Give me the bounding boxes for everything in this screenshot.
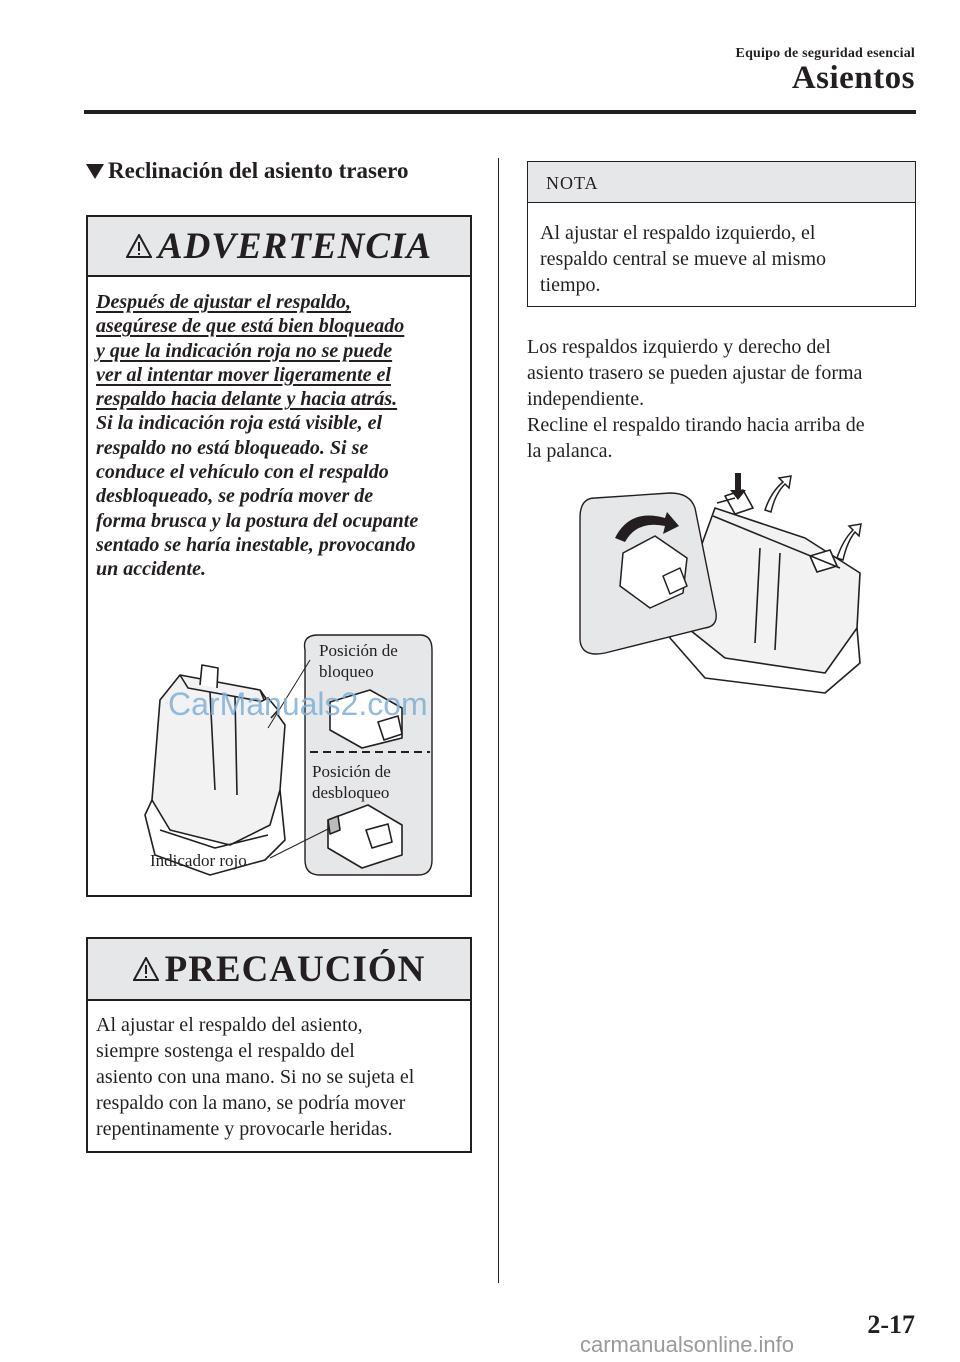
- note-text: [540, 220, 900, 298]
- warning-text: [96, 290, 466, 582]
- warning-line: y que la indicación roja no se puede: [96, 339, 393, 362]
- caution-header: [88, 939, 470, 1001]
- note-label: NOTA: [546, 173, 599, 193]
- body-line: asiento trasero se pueden ajustar de forma: [527, 362, 863, 384]
- caution-line: repentinamente y provocarle heridas.: [96, 1118, 393, 1140]
- watermark-text: CarManuals2.com: [168, 686, 428, 722]
- warning-line: Si la indicación roja está visible, el: [96, 412, 383, 435]
- warning-line: ver al intentar mover ligeramente el: [96, 363, 391, 386]
- warning-line: respaldo no está bloqueado. Si se: [96, 436, 369, 459]
- warning-line: respaldo hacia delante y hacia atrás.: [96, 388, 398, 411]
- warning-line: sentado se haría inestable, provocando: [96, 533, 416, 556]
- warning-line: desbloqueado, se podría mover de: [96, 485, 374, 508]
- caution-line: respaldo con la mano, se podría mover: [96, 1092, 406, 1114]
- section-title: Asientos: [791, 60, 915, 96]
- subsection-heading: [86, 158, 408, 184]
- body-line: Recline el respaldo tirando hacia arriba de: [527, 414, 865, 436]
- page-number: 2-17: [867, 1310, 915, 1339]
- note-line: respaldo central se mueve al mismo: [540, 248, 827, 270]
- caution-line: siempre sostenga el respaldo del: [96, 1040, 355, 1062]
- unlocked-position-label: Posición de desbloqueo: [312, 762, 391, 802]
- note-line: Al ajustar el respaldo izquierdo, el: [540, 222, 816, 244]
- caution-text: [96, 1012, 466, 1142]
- triangle-bullet-icon: [86, 164, 104, 179]
- footer-watermark: carmanualsonline.info: [580, 1332, 795, 1357]
- warning-line: Después de ajustar el respaldo,: [96, 291, 351, 313]
- warning-triangle-icon: [126, 234, 152, 258]
- warning-line: forma brusca y la postura del ocupante: [96, 509, 419, 532]
- warning-line: un accidente.: [96, 558, 206, 581]
- warning-header: [88, 217, 470, 277]
- section-subtitle: Equipo de seguridad esencial: [735, 46, 915, 61]
- caution-title: PRECAUCIÓN: [164, 948, 426, 990]
- body-paragraph: [527, 334, 917, 464]
- warning-line: conduce el vehículo con el respaldo: [96, 461, 389, 484]
- warning-triangle-icon: [133, 957, 159, 981]
- caution-line: Al ajustar el respaldo del asiento,: [96, 1014, 363, 1036]
- body-line: la palanca.: [527, 440, 613, 462]
- body-line: Los respaldos izquierdo y derecho del: [527, 336, 831, 358]
- body-line: independiente.: [527, 388, 645, 410]
- note-line: tiempo.: [540, 274, 601, 296]
- header-rule: [84, 110, 916, 114]
- locked-position-label: Posición de bloqueo: [319, 641, 398, 681]
- warning-title: ADVERTENCIA: [157, 225, 433, 267]
- subsection-heading-text: Reclinación del asiento trasero: [108, 158, 409, 183]
- warning-line: asegúrese de que está bien bloqueado: [96, 315, 405, 338]
- caution-line: asiento con una mano. Si no se sujeta el: [96, 1066, 415, 1088]
- seat-recline-illustration: [575, 468, 875, 698]
- column-divider: [498, 158, 499, 1283]
- red-indicator-label: Indicador rojo: [150, 851, 247, 870]
